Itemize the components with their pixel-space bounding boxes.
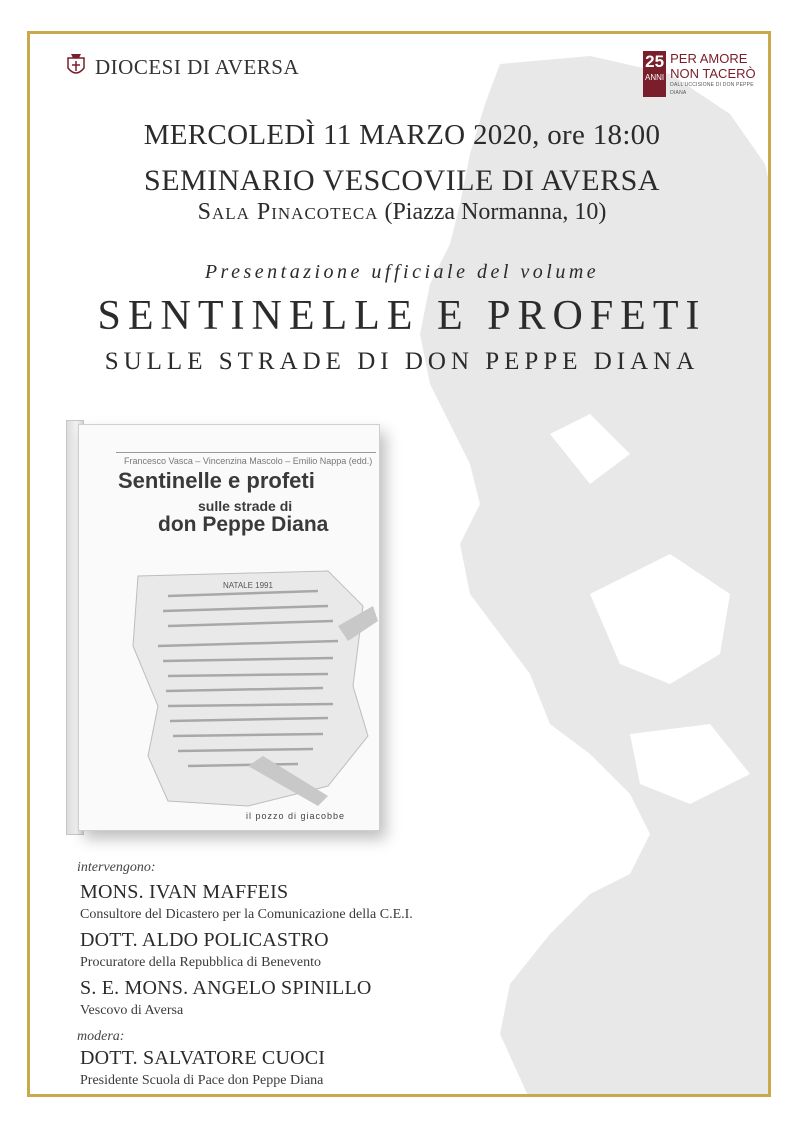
anniversary-line1: PER AMORE xyxy=(670,51,748,66)
book-cover-title: Sentinelle e profeti xyxy=(118,468,315,493)
anniversary-number: 25 xyxy=(645,52,665,71)
paper-heading: NATALE 1991 xyxy=(223,581,273,590)
anniversary-line3: DALL'UCCISIONE DI DON PEPPE DIANA xyxy=(670,82,754,96)
coat-of-arms-icon xyxy=(65,54,87,80)
room-name: Sala Pinacoteca xyxy=(197,199,379,225)
event-date: MERCOLEDÌ 11 MARZO 2020, ore 18:00 xyxy=(143,119,661,151)
diocese-logo xyxy=(65,54,299,80)
speaker-name: DOTT. ALDO POLICASTRO xyxy=(80,929,329,951)
book-image xyxy=(58,416,388,856)
poster-frame xyxy=(27,31,771,1097)
crumpled-paper-image xyxy=(128,566,378,816)
diocese-name: DIOCESI DI AVERSA xyxy=(95,54,300,79)
book-subtitle-heading: SULLE STRADE DI DON PEPPE DIANA xyxy=(104,348,700,375)
event-room xyxy=(30,199,771,226)
speaker-name: MONS. IVAN MAFFEIS xyxy=(80,881,289,903)
speaker-role: Consultore del Dicastero per la Comunicazione della C.E.I. xyxy=(80,907,413,922)
book-publisher: il pozzo di giacobbe xyxy=(246,811,346,821)
speaker-name: S. E. MONS. ANGELO SPINILLO xyxy=(80,977,372,999)
book-divider xyxy=(116,452,376,453)
anniversary-word: ANNI xyxy=(645,73,665,82)
anniversary-line2: NON TACERÒ xyxy=(670,66,756,81)
moderator-label: modera: xyxy=(77,1029,125,1044)
book-authors: Francesco Vasca – Vincenzina Mascolo – Emilio Nappa (edd.) xyxy=(124,456,373,466)
book-title-heading: SENTINELLE E PROFETI xyxy=(97,293,707,339)
book-cover-name: don Peppe Diana xyxy=(158,513,329,536)
speaker-role: Vescovo di Aversa xyxy=(80,1003,184,1018)
moderator-name: DOTT. SALVATORE CUOCI xyxy=(80,1047,326,1069)
speaker-role: Procuratore della Repubblica di Benevento xyxy=(80,955,322,970)
moderator-role: Presidente Scuola di Pace don Peppe Diana xyxy=(80,1073,324,1088)
anniversary-logo xyxy=(643,51,768,97)
presentation-intro: Presentazione ufficiale del volume xyxy=(204,261,600,283)
event-venue: SEMINARIO VESCOVILE DI AVERSA xyxy=(144,164,660,197)
anniversary-badge xyxy=(643,51,666,97)
book-cover-subtitle: sulle strade di xyxy=(198,498,293,514)
room-address: (Piazza Normanna, 10) xyxy=(384,199,607,225)
speakers-label: intervengono: xyxy=(77,860,156,875)
